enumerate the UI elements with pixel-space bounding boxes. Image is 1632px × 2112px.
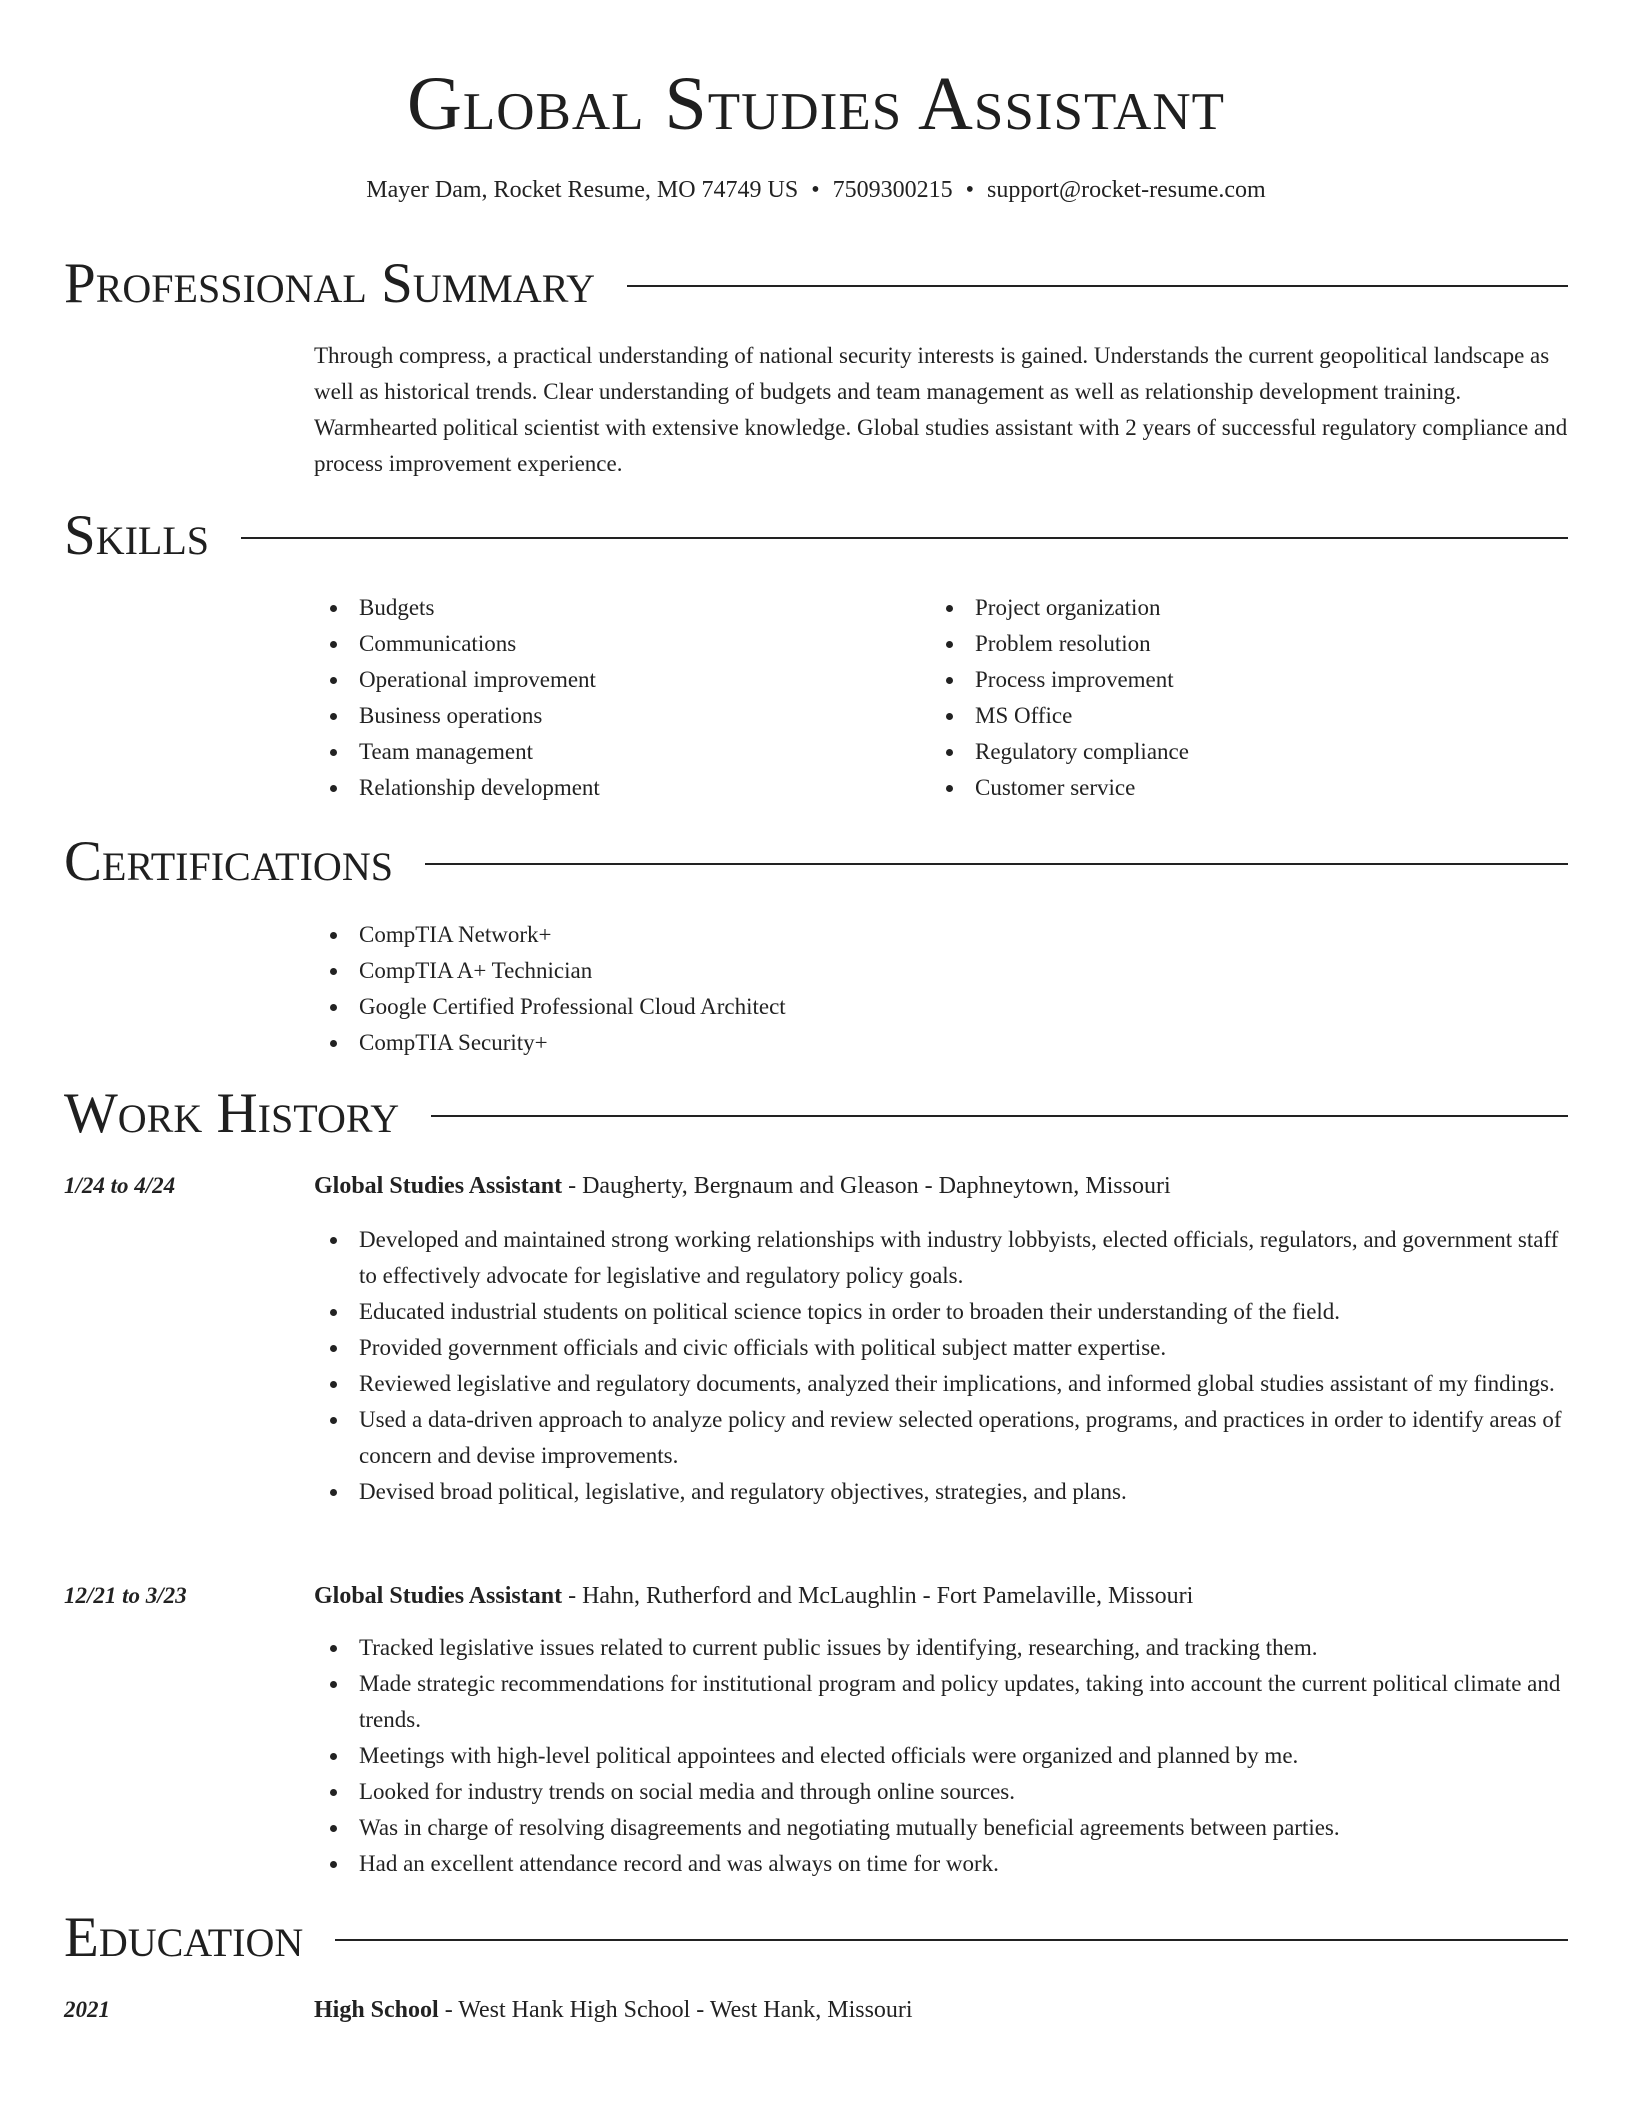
skill-item: Budgets: [314, 590, 914, 626]
education-heading: Education: [64, 1906, 304, 1969]
contact-separator: •: [811, 177, 820, 203]
contact-phone: 7509300215: [832, 177, 953, 203]
job-bullet: Had an excellent attendance record and was always on time for work.: [314, 1846, 1568, 1882]
certifications-heading: Certifications: [64, 830, 393, 893]
job-bullet: Devised broad political, legislative, and regulatory objectives, strategies, and plans.: [314, 1474, 1568, 1510]
education-school-location: - West Hank High School - West Hank, Missouri: [438, 1997, 913, 2023]
section-divider: [431, 1115, 1568, 1117]
skill-item: Operational improvement: [314, 662, 914, 698]
job-bullet: Made strategic recommendations for institutional program and policy updates, taking into account the current political climate and trends.: [314, 1666, 1568, 1738]
skills-heading: Skills: [64, 504, 210, 567]
job-title-line: [314, 1578, 1568, 1614]
resume-name: Global Studies Assistant: [406, 62, 1226, 146]
job-employer-location: - Hahn, Rutherford and McLaughlin - Fort Pamelaville, Missouri: [562, 1583, 1194, 1609]
certification-item: CompTIA A+ Technician: [314, 953, 1568, 989]
job-title: Global Studies Assistant: [314, 1173, 563, 1199]
skill-item: Customer service: [930, 770, 1530, 806]
skill-item: Business operations: [314, 698, 914, 734]
summary-text: Through compress, a practical understanding of national security interests is gained. Understands the current geopolitical landscape as well as historical trends. Clear understanding of budgets and team management as well as relationship development training. Warmhearted political scientist with extensive knowledge. Global studies assistant with 2 years of successful regulatory compliance and process improvement experience.: [314, 343, 1568, 476]
job-bullet: Meetings with high-level political appointees and elected officials were organized and planned by me.: [314, 1738, 1568, 1774]
summary-heading: Professional Summary: [64, 252, 596, 315]
skill-item: MS Office: [930, 698, 1530, 734]
certifications-list: [314, 917, 1568, 1061]
job-bullet: Used a data-driven approach to analyze policy and review selected operations, programs, and practices in order to identify areas of concern and devise improvements.: [314, 1402, 1568, 1474]
job-title-line: [314, 1168, 1568, 1204]
work-history-heading: Work History: [64, 1082, 400, 1145]
job-bullet: Educated industrial students on political science topics in order to broaden their understanding of the field.: [314, 1294, 1568, 1330]
section-divider: [627, 285, 1568, 287]
skill-item: Relationship development: [314, 770, 914, 806]
section-divider: [241, 537, 1568, 539]
job-bullet: Tracked legislative issues related to current public issues by identifying, researching, and tracking them.: [314, 1630, 1568, 1666]
education-degree: High School: [314, 1997, 439, 2023]
job-bullet: Reviewed legislative and regulatory documents, analyzed their implications, and informed global studies assistant of my findings.: [314, 1366, 1568, 1402]
certification-item: CompTIA Security+: [314, 1025, 1568, 1061]
job-employer-location: - Daugherty, Bergnaum and Gleason - Daphneytown, Missouri: [562, 1173, 1171, 1199]
contact-address: Mayer Dam, Rocket Resume, MO 74749 US: [366, 177, 799, 203]
job-title: Global Studies Assistant: [314, 1583, 563, 1609]
job-bullet: Was in charge of resolving disagreements and negotiating mutually beneficial agreements between parties.: [314, 1810, 1568, 1846]
section-divider: [335, 1939, 1568, 1941]
job-dates: 12/21 to 3/23: [64, 1583, 187, 1608]
job-bullet: Looked for industry trends on social media and through online sources.: [314, 1774, 1568, 1810]
skills-list-right: [930, 590, 1530, 806]
education-year: 2021: [64, 1997, 110, 2022]
skills-section-header: [64, 504, 1568, 568]
contact-line: [0, 174, 1632, 206]
job-dates: 1/24 to 4/24: [64, 1173, 176, 1198]
job-bullets: [314, 1222, 1568, 1510]
job-bullets: [314, 1630, 1568, 1882]
education-section-header: [64, 1906, 1568, 1970]
work-history-section-header: [64, 1082, 1568, 1146]
education-line: [314, 1992, 1568, 2028]
skill-item: Problem resolution: [930, 626, 1530, 662]
summary-section-header: [64, 252, 1568, 316]
skill-item: Communications: [314, 626, 914, 662]
certification-item: Google Certified Professional Cloud Architect: [314, 989, 1568, 1025]
contact-email: support@rocket-resume.com: [987, 177, 1266, 203]
job-bullet: Developed and maintained strong working relationships with industry lobbyists, elected officials, regulators, and government staff to effectively advocate for legislative and regulatory policy goals.: [314, 1222, 1568, 1294]
certifications-section-header: [64, 830, 1568, 894]
job-bullet: Provided government officials and civic officials with political subject matter expertise.: [314, 1330, 1568, 1366]
certification-item: CompTIA Network+: [314, 917, 1568, 953]
skill-item: Team management: [314, 734, 914, 770]
skill-item: Regulatory compliance: [930, 734, 1530, 770]
contact-separator: •: [965, 177, 975, 203]
skill-item: Process improvement: [930, 662, 1530, 698]
skills-list-left: [314, 590, 914, 806]
skill-item: Project organization: [930, 590, 1530, 626]
section-divider: [425, 863, 1568, 865]
